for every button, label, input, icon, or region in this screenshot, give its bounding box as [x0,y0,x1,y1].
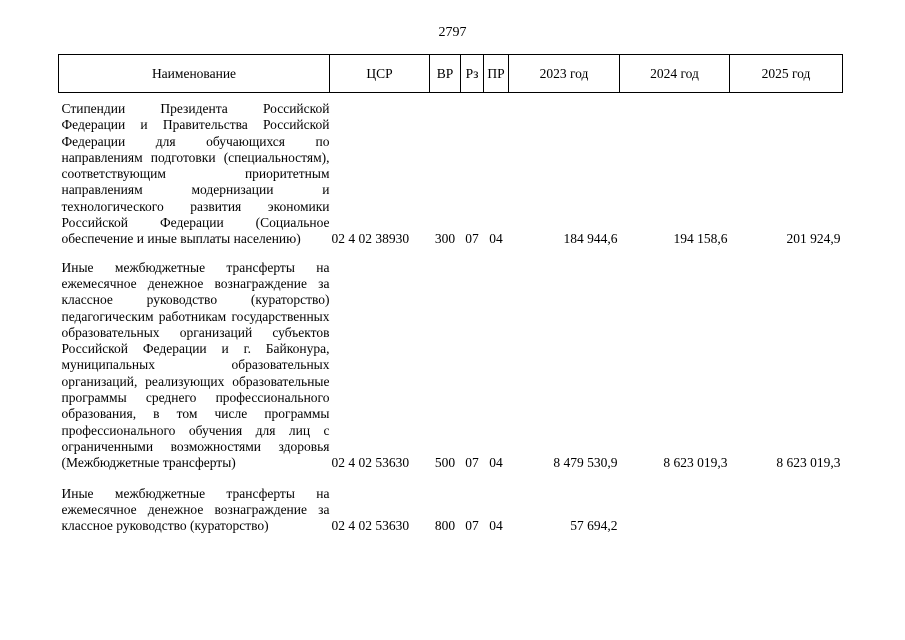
row-amount-2023: 8 479 530,9 [553,455,618,471]
row-csr: 02 4 02 38930 [331,231,410,247]
row-csr: 02 4 02 53630 [331,455,410,471]
table-row [59,93,843,248]
column-header-2024: 2024 год [620,55,730,93]
budget-table [58,54,843,534]
row-rz: 07 [465,518,479,534]
table-header-row [59,55,843,93]
page-number: 2797 [438,25,467,40]
row-amount-2025: 201 924,9 [786,231,841,247]
row-name: Стипендии Президента Российской Федерации и Правительства Российской Федерации для обучающихся по направлениям подготовки (специальностям), соответствующим приоритетным направлениям модернизации и технологического развития экономики Российской Федерации (Социальное обеспечение и иные выплаты населению) [61,101,330,247]
column-header-rz: Рз [461,55,484,93]
table-row [59,248,843,472]
row-amount-2024: 8 623 019,3 [663,455,728,471]
row-amount-2025: 8 623 019,3 [776,455,841,471]
table-row [59,472,843,535]
row-amount-2024: 194 158,6 [673,231,728,247]
row-rz: 07 [465,231,479,247]
row-amount-2023: 184 944,6 [563,231,618,247]
row-name: Иные межбюджетные трансферты на ежемесячное денежное вознаграждение за классное руководство (кураторство) педагогическим работникам государственных образовательных организаций субъектов Российской Федерации и г. Байконура, муниципальных образовательных организаций, реализующих образовательные программы среднего профессионального образования, в том числе программы профессионального обучения для лиц с ограниченными возможностями здоровья (Межбюджетные трансферты) [61,259,330,471]
row-amount-2025 [730,472,843,535]
column-header-2023: 2023 год [509,55,620,93]
column-header-csr: ЦСР [330,55,430,93]
row-csr: 02 4 02 53630 [331,518,410,534]
row-pr: 04 [489,231,503,247]
row-vr: 800 [434,518,456,534]
column-header-name: Наименование [59,55,330,93]
row-name: Иные межбюджетные трансферты на ежемесячное денежное вознаграждение за классное руководство (кураторство) [61,485,330,534]
row-amount-2023: 57 694,2 [570,518,618,534]
column-header-vr: ВР [430,55,461,93]
row-pr: 04 [489,455,503,471]
row-amount-2024 [620,472,730,535]
row-pr: 04 [489,518,503,534]
row-rz: 07 [465,455,479,471]
row-vr: 300 [434,231,456,247]
row-vr: 500 [434,455,456,471]
column-header-pr: ПР [484,55,509,93]
column-header-2025: 2025 год [730,55,843,93]
